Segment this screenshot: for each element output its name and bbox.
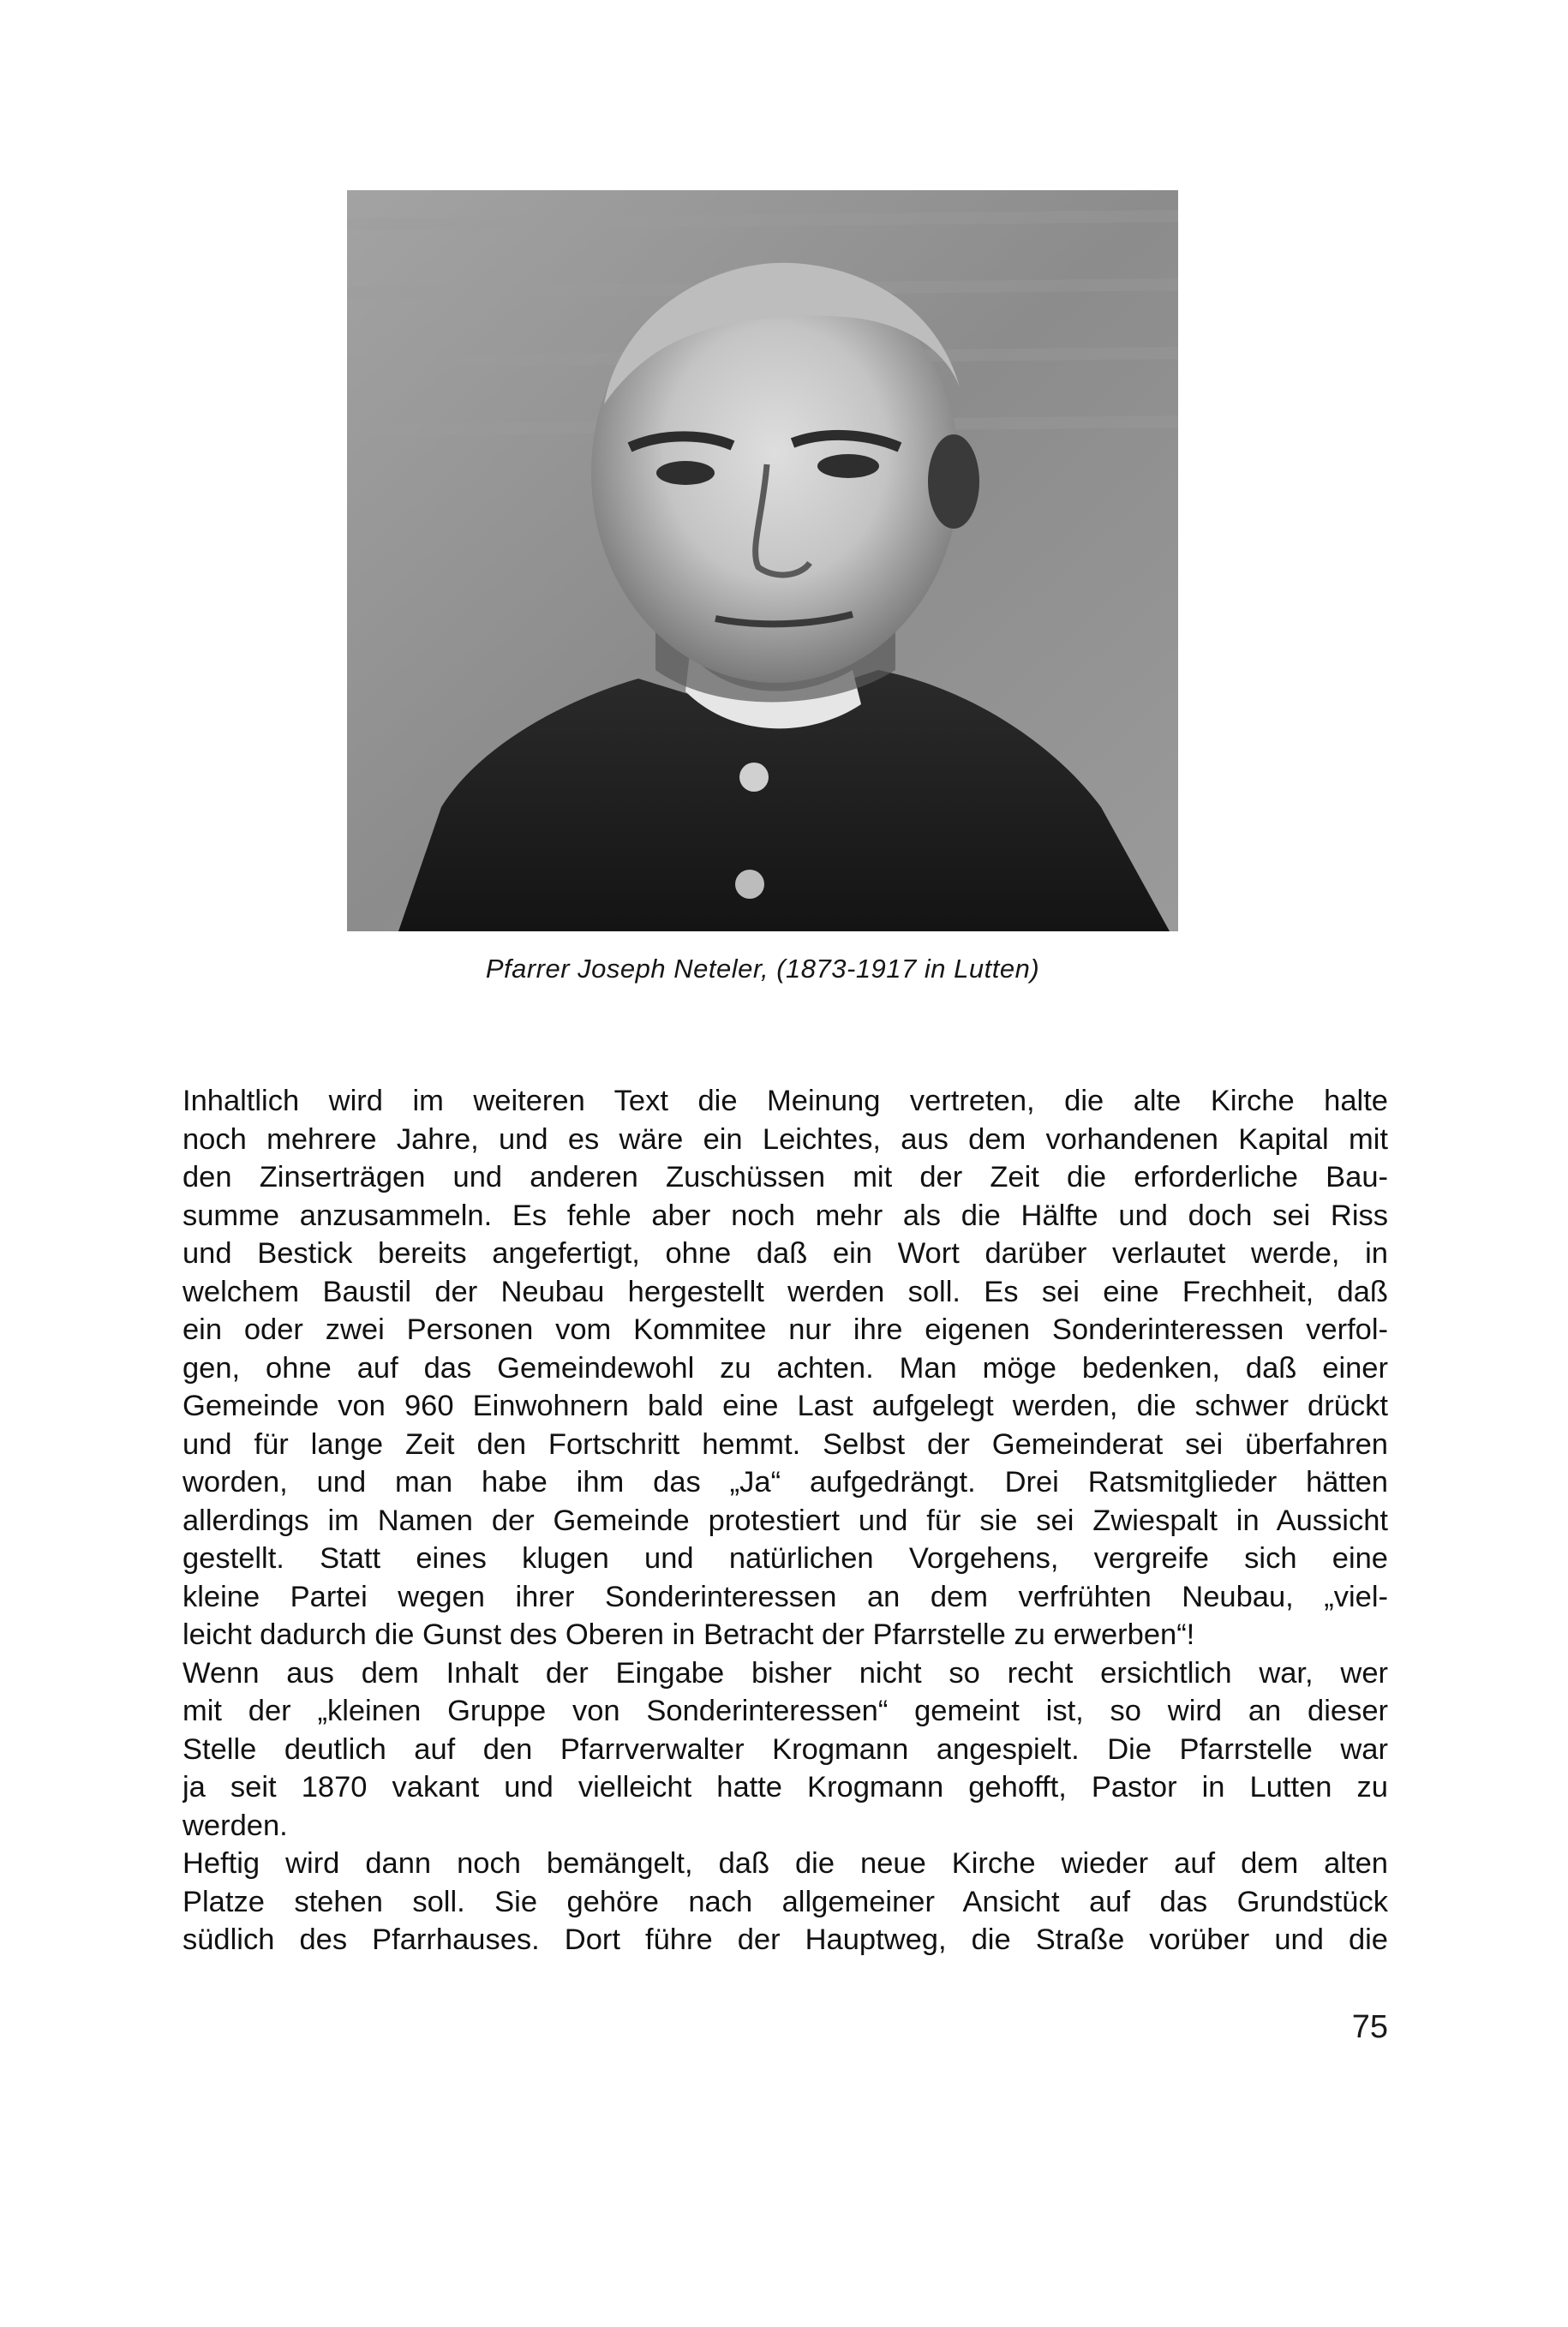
text-line: ja seit 1870 vakant und vielleicht hatte Krogmann gehofft, Pastor in Lutten zu	[183, 1771, 1388, 1804]
text-line: und für lange Zeit den Fortschritt hemmt. Selbst der Gemeinderat sei überfahren	[183, 1427, 1388, 1461]
text-line: werden.	[183, 1809, 288, 1842]
text-line: Heftig wird dann noch bemängelt, daß die neue Kirche wieder auf dem alten	[183, 1847, 1388, 1880]
text-line: Stelle deutlich auf den Pfarrverwalter Krogmann angespielt. Die Pfarrstelle war	[183, 1732, 1388, 1766]
text-line: worden, und man habe ihm das „Ja“ aufgedrängt. Drei Ratsmitglieder hätten	[183, 1466, 1388, 1498]
text-line: südlich des Pfarrhauses. Dort führe der Hauptweg, die Straße vorüber und die	[183, 1923, 1388, 1956]
text-line: welchem Baustil der Neubau hergestellt werden soll. Es sei eine Frechheit, daß	[183, 1275, 1388, 1308]
text-line: leicht dadurch die Gunst des Oberen in Betracht der Pfarrstelle zu erwerben“!	[183, 1618, 1195, 1651]
text-line: noch mehrere Jahre, und es wäre ein Leichtes, aus dem vorhandenen Kapital mit	[183, 1122, 1388, 1156]
photo-caption: Pfarrer Joseph Neteler, (1873-1917 in Lutten)	[485, 954, 1040, 984]
text-line: allerdings im Namen der Gemeinde protestiert und für sie sei Zwiespalt in Aussicht	[183, 1504, 1388, 1537]
text-line: gen, ohne auf das Gemeindewohl zu achten. Man möge bedenken, daß einer	[183, 1351, 1388, 1385]
text-line: summe anzusammeln. Es fehle aber noch mehr als die Hälfte und doch sei Riss	[183, 1199, 1388, 1232]
text-line: Wenn aus dem Inhalt der Eingabe bisher nicht so recht ersichtlich war, wer	[183, 1656, 1388, 1690]
text-line: gestellt. Statt eines klugen und natürlichen Vorgehens, vergreife sich eine	[183, 1542, 1388, 1575]
article-body	[183, 1082, 1388, 1959]
page-number: 75	[1351, 2009, 1388, 2045]
text-line: Inhaltlich wird im weiteren Text die Meinung vertreten, die alte Kirche halte	[183, 1085, 1388, 1117]
portrait-photo	[347, 190, 1178, 931]
text-line: ein oder zwei Personen vom Kommitee nur ihre eigenen Sonderinteressen verfol-	[183, 1313, 1388, 1346]
text-line: den Zinserträgen und anderen Zuschüssen mit der Zeit die erforderliche Bau-	[183, 1161, 1388, 1193]
text-line: mit der „kleinen Gruppe von Sonderinteressen“ gemeint ist, so wird an dieser	[183, 1695, 1388, 1727]
text-line: Gemeinde von 960 Einwohnern bald eine Last aufgelegt werden, die schwer drückt	[183, 1390, 1388, 1422]
text-line: Platze stehen soll. Sie gehöre nach allgemeiner Ansicht auf das Grundstück	[183, 1885, 1388, 1918]
text-line: kleine Partei wegen ihrer Sonderinteressen an dem verfrühten Neubau, „viel-	[183, 1580, 1388, 1613]
text-line: und Bestick bereits angefertigt, ohne daß ein Wort darüber verlautet werde, in	[183, 1237, 1388, 1270]
